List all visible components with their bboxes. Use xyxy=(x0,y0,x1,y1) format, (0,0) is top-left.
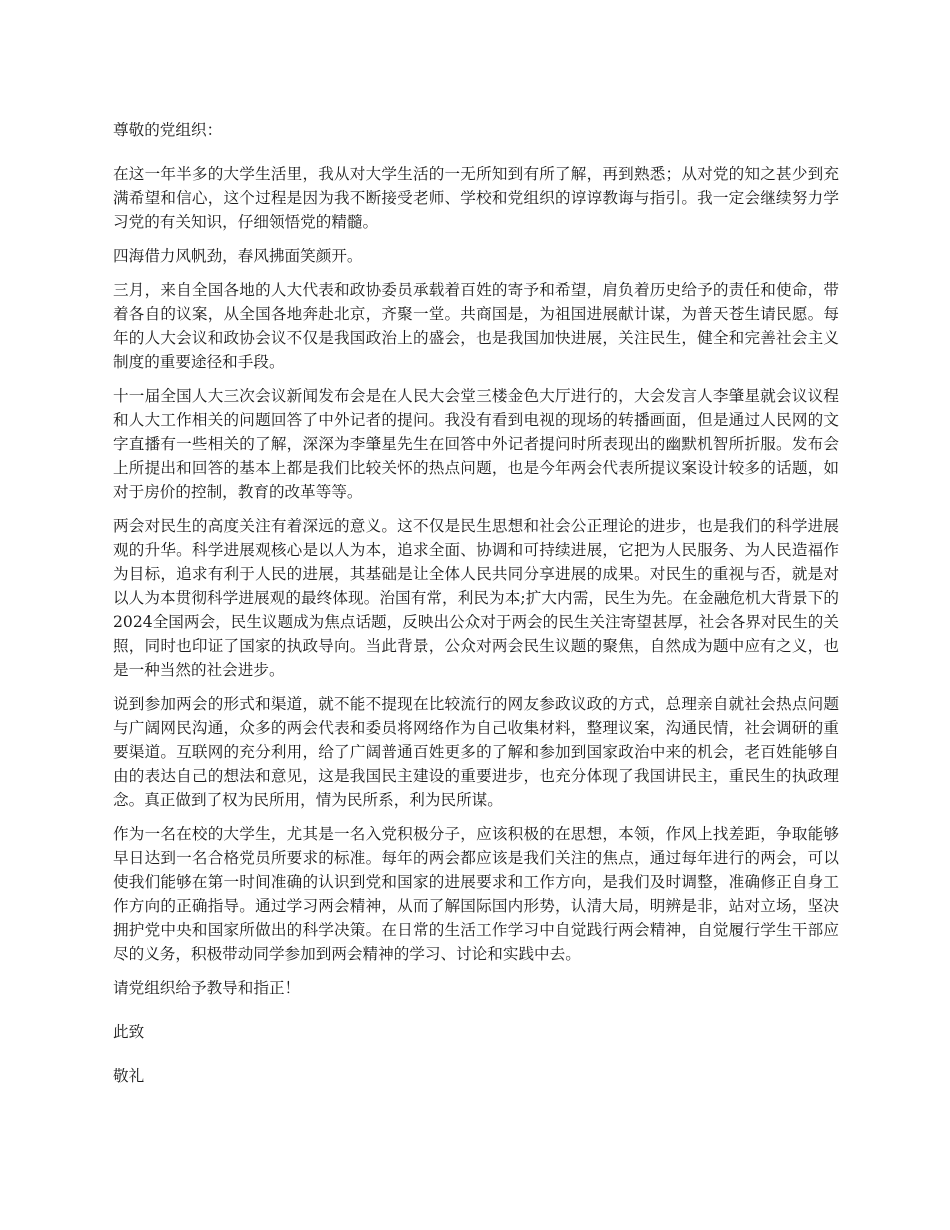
paragraph-1: 在这一年半多的大学生活里，我从对大学生活的一无所知到有所了解，再到熟悉；从对党的知之甚少到充满希望和信心，这个过程是因为我不断接受老师、学校和党组织的谆谆教诲与指引。我一定会继续努力学习党的有关知识，仔细领悟党的精髓。 xyxy=(113,165,839,231)
paragraph-7: 作为一名在校的大学生，尤其是一名入党积极分子，应该积极的在思想，本领，作风上找差距，争取能够早日达到一名合格党员所要求的标准。每年的两会都应该是我们关注的焦点，通过每年进行的两会，可以使我们能够在第一时间准确的认识到党和国家的进展要求和工作方向，是我们及时调整，准确修正自身工作方向的正确指导。通过学习两会精神，从而了解国际国内形势，认清大局，明辨是非，站对立场，坚决拥护党中央和国家所做出的科学决策。在日常的生活工作学习中自觉践行两会精神，自觉履行学生干部应尽的义务，积极带动同学参加到两会精神的学习、讨论和实践中去。 xyxy=(113,825,839,963)
closing-cizhi: 此致 xyxy=(113,1023,145,1041)
paragraph-3: 三月，来自全国各地的人大代表和政协委员承载着百姓的寄予和希望，肩负着历史给予的责任和使命，带着各自的议案，从全国各地奔赴北京，齐聚一堂。共商国是，为祖国进展献计谋，为普天苍生请民愿。每年的人大会议和政协会议不仅是我国政治上的盛会，也是我国加快进展，关注民生，健全和完善社会主义制度的重要途径和手段。 xyxy=(113,281,839,371)
letter-document xyxy=(113,118,839,1108)
paragraph-6: 说到参加两会的形式和渠道，就不能不提现在比较流行的网友参政议政的方式，总理亲自就社会热点问题与广阔网民沟通，众多的两会代表和委员将网络作为自己收集材料，整理议案，沟通民情，社会调研的重要渠道。互联网的充分利用，给了广阔普通百姓更多的了解和参加到国家政治中来的机会，老百姓能够自由的表达自己的想法和意见，这是我国民主建设的重要进步，也充分体现了我国讲民主，重民生的执政理念。真正做到了权为民所用，情为民所系，利为民所谋。 xyxy=(113,695,839,809)
paragraph-4: 十一届全国人大三次会议新闻发布会是在人民大会堂三楼金色大厅进行的，大会发言人李肇星就会议议程和人大工作相关的问题回答了中外记者的提问。我没有看到电视的现场的转播画面，但是通过人民网的文字直播有一些相关的了解，深深为李肇星先生在回答中外记者提问时所表现出的幽默机智所折服。发布会上所提出和回答的基本上都是我们比较关怀的热点问题，也是今年两会代表所提议案设计较多的话题，如对于房价的控制，教育的改革等等。 xyxy=(113,387,839,501)
paragraph-2: 四海借力风帆劲，春风拂面笑颜开。 xyxy=(113,247,363,265)
paragraph-5: 两会对民生的高度关注有着深远的意义。这不仅是民生思想和社会公正理论的进步，也是我们的科学进展观的升华。科学进展观核心是以人为本，追求全面、协调和可持续进展，它把为人民服务、为人民造福作为目标，追求有利于人民的进展，其基础是让全体人民共同分享进展的成果。对民生的重视与否，就是对以人为本贯彻科学进展观的最终体现。治国有常，利民为本;扩大内需，民生为先。在金融危机大背景下的2024全国两会，民生议题成为焦点话题，反映出公众对于两会的民生关注寄望甚厚，社会各界对民生的关照，同时也印证了国家的执政导向。当此背景，公众对两会民生议题的聚焦，自然成为题中应有之义，也是一种当然的社会进步。 xyxy=(113,517,839,679)
paragraph-request: 请党组织给予教导和指正！ xyxy=(113,979,301,997)
salutation: 尊敬的党组织： xyxy=(113,121,223,139)
closing-jingli: 敬礼 xyxy=(113,1067,145,1085)
